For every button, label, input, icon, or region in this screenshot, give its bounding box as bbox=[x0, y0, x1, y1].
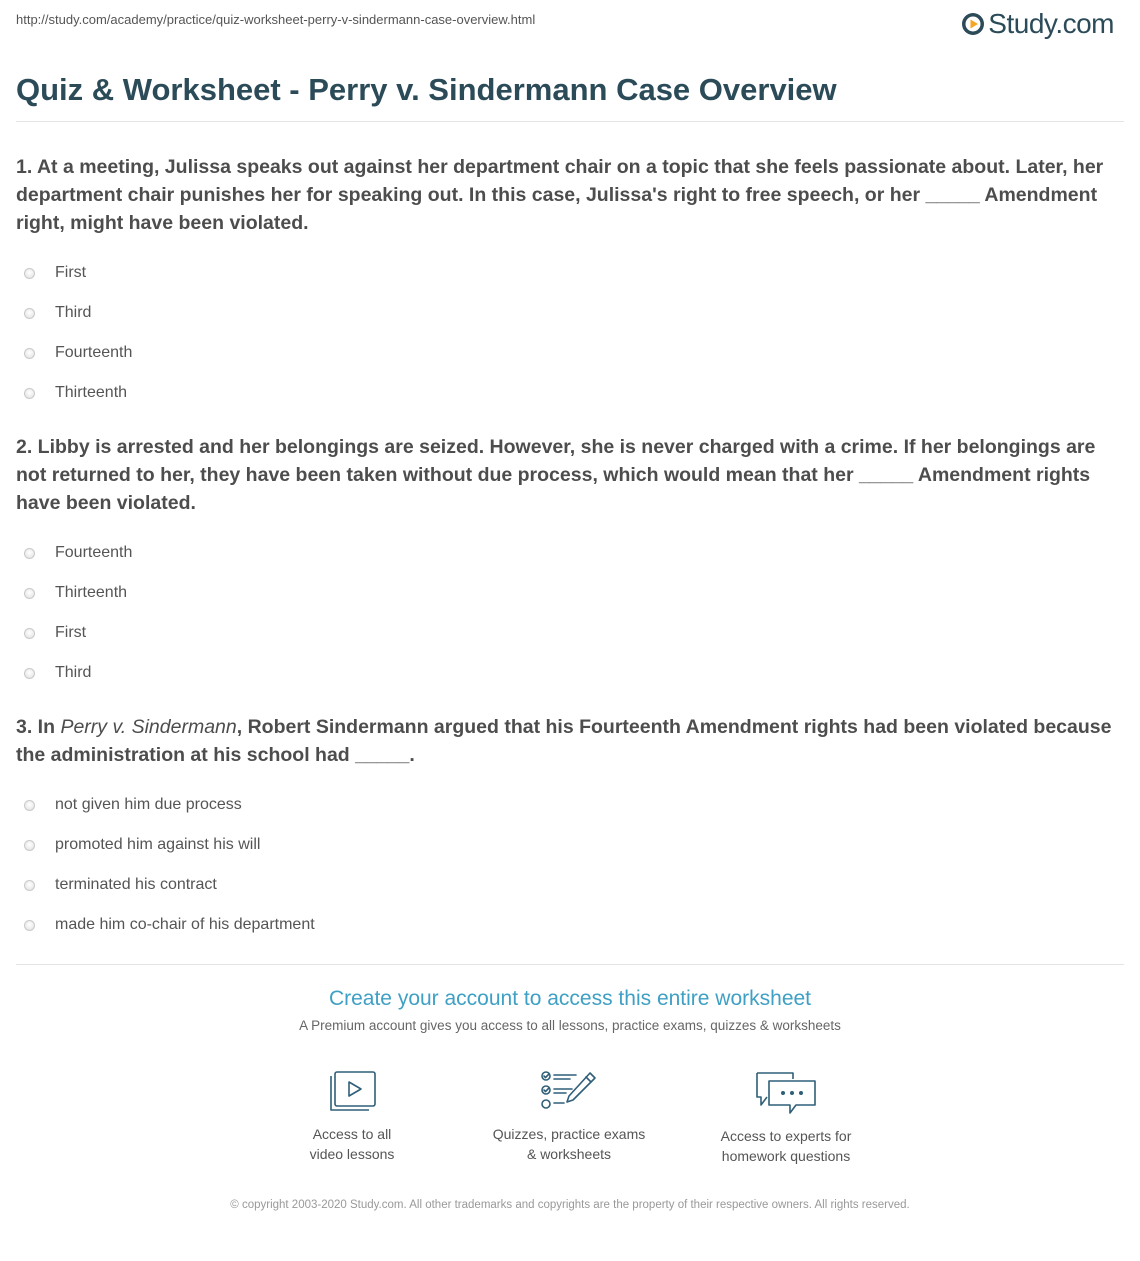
option-label: made him co-chair of his department bbox=[55, 916, 315, 933]
cta-title-link[interactable]: Create your account to access this entire worksheet bbox=[328, 987, 812, 1010]
feature-label-line2: video lessons bbox=[309, 1146, 395, 1162]
radio-button[interactable] bbox=[24, 668, 35, 679]
cta-divider bbox=[16, 964, 1124, 965]
option-label: First bbox=[55, 624, 87, 641]
feature-label-line1: Quizzes, practice exams bbox=[492, 1126, 646, 1142]
feature-label-line1: Access to all bbox=[312, 1126, 392, 1142]
answer-option[interactable] bbox=[16, 785, 1128, 825]
answer-option[interactable] bbox=[16, 573, 1128, 613]
option-label: promoted him against his will bbox=[55, 836, 261, 853]
case-name: Perry v. Sindermann bbox=[60, 716, 237, 738]
question-3 bbox=[16, 713, 1128, 945]
question-3-text bbox=[16, 713, 1128, 769]
question-1-text: 1. At a meeting, Julissa speaks out against her department chair on a topic that she feels passionate about. Later, her department chair punishes her for speaking out. In this case, Julissa's right to free speech, or her _____ Amendment right, might have been violated. bbox=[16, 156, 1104, 234]
question-3-text-before: 3. In bbox=[16, 716, 61, 738]
answer-option[interactable] bbox=[16, 293, 1128, 333]
option-label: Third bbox=[55, 304, 92, 321]
radio-button[interactable] bbox=[24, 920, 35, 931]
title-divider bbox=[16, 121, 1124, 122]
video-lessons-icon bbox=[326, 1070, 378, 1114]
answer-option[interactable] bbox=[16, 253, 1128, 293]
study-logo[interactable] bbox=[961, 8, 1114, 40]
option-label: Fourteenth bbox=[55, 344, 133, 361]
copyright-notice: © copyright 2003-2020 Study.com. All other trademarks and copyrights are the property of their respective owners. All rights reserved. bbox=[230, 1199, 910, 1211]
feature-video-lessons bbox=[262, 1070, 442, 1164]
answer-option[interactable] bbox=[16, 865, 1128, 905]
question-2 bbox=[16, 433, 1128, 693]
answer-option[interactable] bbox=[16, 333, 1128, 373]
question-2-options bbox=[16, 533, 1128, 693]
answer-option[interactable] bbox=[16, 905, 1128, 945]
radio-button[interactable] bbox=[24, 588, 35, 599]
radio-button[interactable] bbox=[24, 628, 35, 639]
option-label: Third bbox=[55, 664, 92, 681]
feature-label-line2: & worksheets bbox=[526, 1146, 612, 1162]
feature-label-line1: Access to experts for bbox=[720, 1128, 852, 1144]
option-label: Thirteenth bbox=[55, 584, 128, 601]
radio-button[interactable] bbox=[24, 388, 35, 399]
feature-quizzes bbox=[479, 1070, 659, 1164]
question-3-options bbox=[16, 785, 1128, 945]
radio-button[interactable] bbox=[24, 308, 35, 319]
radio-button[interactable] bbox=[24, 268, 35, 279]
quiz-checklist-icon bbox=[540, 1070, 598, 1114]
answer-option[interactable] bbox=[16, 373, 1128, 413]
feature-experts bbox=[696, 1070, 876, 1166]
option-label: First bbox=[55, 264, 87, 281]
question-3-text-after: , Robert Sindermann argued that his Fourteenth Amendment rights had been violated because the administration at his school had _____. bbox=[16, 716, 1112, 766]
answer-option[interactable] bbox=[16, 613, 1128, 653]
chat-bubbles-icon bbox=[754, 1070, 818, 1116]
radio-button[interactable] bbox=[24, 840, 35, 851]
cta-subtitle: A Premium account gives you access to all lessons, practice exams, quizzes & worksheets bbox=[299, 1018, 841, 1033]
option-label: Thirteenth bbox=[55, 384, 128, 401]
page-url: http://study.com/academy/practice/quiz-worksheet-perry-v-sindermann-case-overview.html bbox=[16, 12, 536, 27]
radio-button[interactable] bbox=[24, 548, 35, 559]
question-2-text: 2. Libby is arrested and her belongings are seized. However, she is never charged with a crime. If her belongings are not returned to her, they have been taken without due process, which would mean that her _____ Amendment rights have been violated. bbox=[16, 436, 1096, 514]
radio-button[interactable] bbox=[24, 880, 35, 891]
question-1-options bbox=[16, 253, 1128, 413]
option-label: Fourteenth bbox=[55, 544, 133, 561]
answer-option[interactable] bbox=[16, 653, 1128, 693]
feature-label-line2: homework questions bbox=[721, 1148, 851, 1164]
answer-option[interactable] bbox=[16, 533, 1128, 573]
answer-option[interactable] bbox=[16, 825, 1128, 865]
question-1 bbox=[16, 153, 1128, 413]
play-circle-icon bbox=[961, 12, 985, 36]
option-label: not given him due process bbox=[55, 796, 242, 813]
option-label: terminated his contract bbox=[55, 876, 217, 893]
logo-text: Study.com bbox=[988, 8, 1114, 39]
radio-button[interactable] bbox=[24, 800, 35, 811]
radio-button[interactable] bbox=[24, 348, 35, 359]
page-title: Quiz & Worksheet - Perry v. Sindermann Case Overview bbox=[16, 72, 837, 107]
